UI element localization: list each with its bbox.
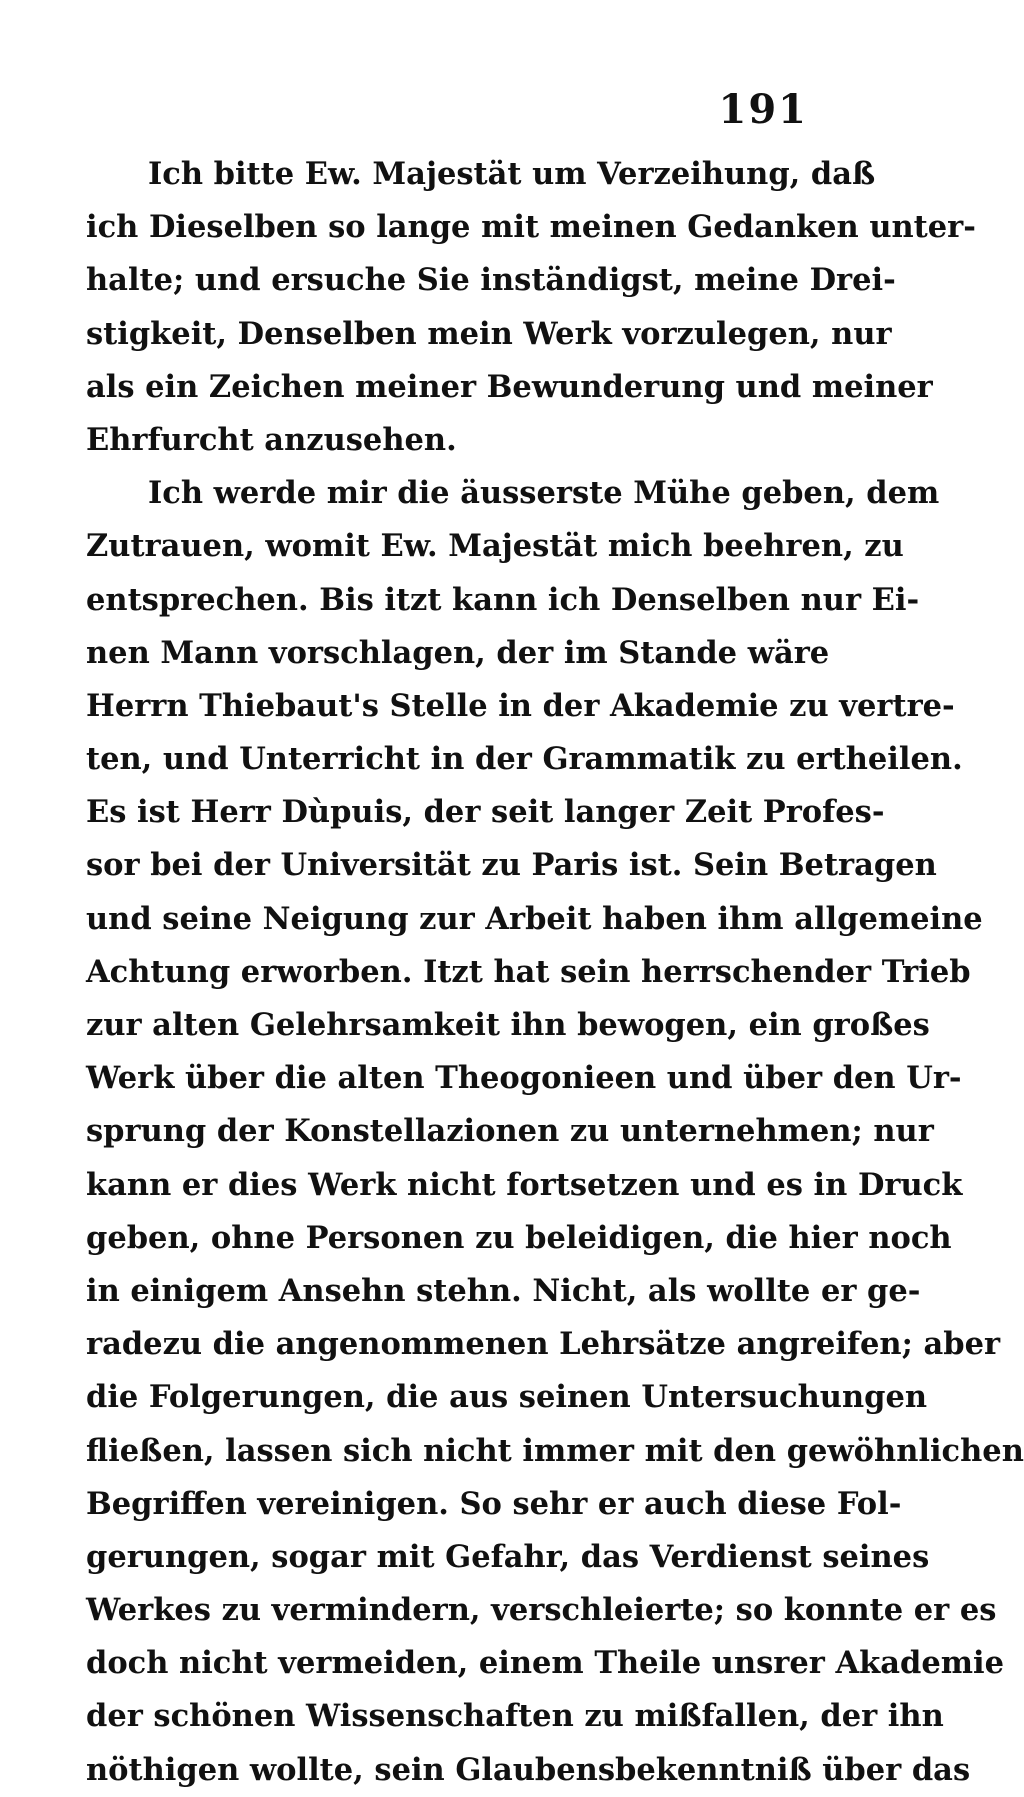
text-line: nöthigen wollte, sein Glaubensbekenntniß über das [86, 1751, 971, 1788]
text-line: ten, und Unterricht in der Grammatik zu ertheilen. [86, 741, 963, 778]
text-line: ich Dieselben so lange mit meinen Gedanken unter- [86, 209, 976, 246]
text-line: der schönen Wissenschaften zu mißfallen, der ihn [86, 1698, 944, 1735]
text-line: kann er dies Werk nicht fortsetzen und es in Druck [86, 1166, 963, 1203]
text-line: Werkes zu vermindern, verschleierte; so konnte er es [86, 1592, 997, 1629]
text-line: die Folgerungen, die aus seinen Untersuchungen [86, 1379, 928, 1416]
text-line: zur alten Gelehrsamkeit ihn bewogen, ein großes [86, 1007, 930, 1043]
text-line: radezu die angenommenen Lehrsätze angreifen; aber [86, 1326, 1001, 1363]
text-line: Ehrfurcht anzusehen. [86, 421, 457, 458]
text-line: halte; und ersuche Sie inständigst, meine Drei- [86, 262, 896, 299]
text-line: Ich werde mir die äusserste Mühe geben, dem [148, 475, 940, 512]
text-line: sor bei der Universität zu Paris ist. Sein Betragen [86, 847, 937, 884]
text-line: doch nicht vermeiden, einem Theile unsrer Akademie [86, 1645, 1005, 1682]
text-line: Ich bitte Ew. Majestät um Verzeihung, daß [148, 156, 876, 192]
text-line: gerungen, sogar mit Gefahr, das Verdienst seines [86, 1538, 930, 1575]
text-line: sprung der Konstellazionen zu unternehmen; nur [86, 1113, 934, 1150]
text-line: Werk über die alten Theogonieen und über den Ur- [86, 1060, 962, 1097]
text-line: in einigem Ansehn stehn. Nicht, als wollte er ge- [86, 1272, 921, 1309]
text-line: entsprechen. Bis itzt kann ich Denselben nur Ei- [86, 581, 920, 618]
text-line: stigkeit, Denselben mein Werk vorzulegen, nur [86, 315, 892, 352]
text-line: geben, ohne Personen zu beleidigen, die hier noch [86, 1219, 952, 1256]
text-line: Zutrauen, womit Ew. Majestät mich beehren, zu [86, 528, 904, 565]
text-line: Begriffen vereinigen. So sehr er auch diese Fol- [86, 1485, 902, 1522]
text-line: als ein Zeichen meiner Bewunderung und meiner [86, 368, 933, 405]
text-line: fließen, lassen sich nicht immer mit den gewöhnlichen [86, 1432, 1024, 1469]
text-line: Herrn Thiebaut's Stelle in der Akademie zu vertre- [86, 687, 955, 724]
text-line: und seine Neigung zur Arbeit haben ihm allgemeine [86, 900, 983, 937]
text-line: Es ist Herr Dùpuis, der seit langer Zeit Profes- [86, 794, 885, 831]
body-text [86, 148, 1024, 1797]
text-line: nen Mann vorschlagen, der im Stande wäre [86, 634, 830, 671]
text-line: Achtung erworben. Itzt hat sein herrschender Trieb [86, 953, 971, 990]
page-number: 191 [718, 86, 808, 133]
